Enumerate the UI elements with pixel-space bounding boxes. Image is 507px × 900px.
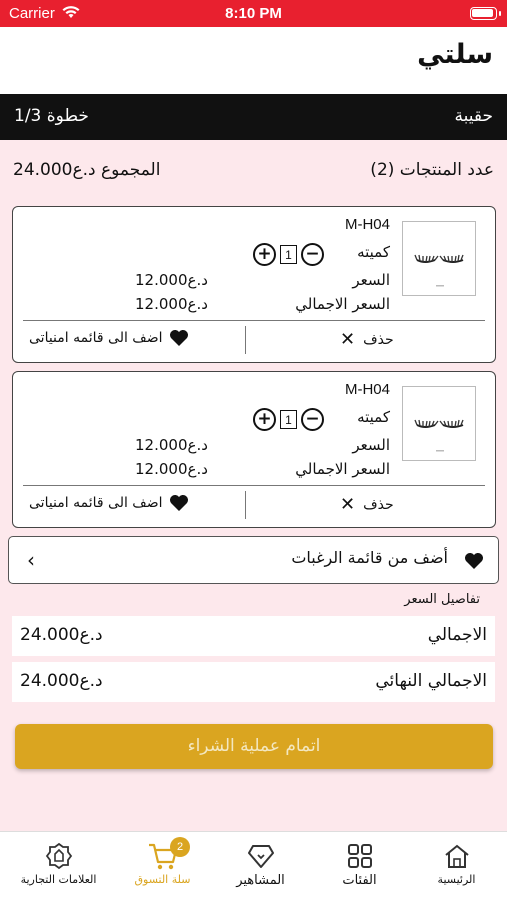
product-image[interactable] [402,386,476,461]
checkout-button[interactable]: اتمام عملية الشراء [15,724,493,769]
quantity-value: 1 [280,245,297,264]
final-total-value: د.ع24.000 [20,671,103,691]
divider-vertical [245,326,246,354]
price-label: السعر [352,271,390,289]
step-bag-label: حقيبة [454,106,493,126]
add-from-wishlist-label: أضف من قائمة الرغبات [291,548,448,567]
delete-button[interactable] [340,329,394,350]
plus-icon[interactable]: + [253,408,276,431]
checkout-step-bar [0,94,507,140]
tab-cart-label: سلة التسوق [134,873,191,886]
brand-badge-icon [8,840,109,872]
add-to-wishlist-button[interactable] [29,329,189,347]
heart-icon [169,494,189,512]
quantity-label: كمیته [357,408,390,426]
cart-item [12,206,496,363]
status-bar [0,0,507,27]
divider [23,485,485,486]
cart-summary [0,158,507,186]
tab-celebrities[interactable] [210,840,311,888]
minus-icon[interactable]: − [301,408,324,431]
tab-brands[interactable] [8,840,109,886]
divider-vertical [245,491,246,519]
home-icon [406,840,507,872]
cart-count-badge: 2 [170,837,190,857]
tab-celebrities-label: المشاهير [236,873,285,888]
plus-icon[interactable]: + [253,243,276,266]
cart-item [12,371,496,528]
clock: 8:10 PM [225,5,282,22]
chevron-left-icon: ‹ [27,548,35,572]
delete-button[interactable] [340,494,394,515]
tab-brands-label: العلامات التجارية [20,873,97,886]
delete-label: حذف [363,331,394,348]
tab-categories[interactable] [309,840,410,888]
add-from-wishlist-row[interactable] [8,536,499,584]
wishlist-label: اضف الى قائمه امنیاتی [29,330,163,346]
tab-bar [0,831,507,900]
product-sku: M-H04 [344,381,390,398]
battery-icon [470,7,497,20]
line-total-value: د.ع12.000 [135,295,208,313]
cart-total: المجموع د.ع24.000 [13,160,161,180]
price-value: د.ع12.000 [135,436,208,454]
tab-home[interactable] [406,840,507,886]
battery-tip [499,11,501,16]
quantity-stepper [253,408,324,431]
minus-icon[interactable]: − [301,243,324,266]
nav-header [0,27,507,94]
subtotal-label: الاجمالي [427,625,487,645]
price-details-title: تفاصيل السعر [404,592,480,607]
final-total-label: الاجمالي النهائي [375,671,487,691]
grid-icon [309,840,410,872]
tab-categories-label: الفئات [342,873,377,888]
quantity-stepper [253,243,324,266]
line-total-label: السعر الاجمالي [295,295,390,313]
quantity-value: 1 [280,410,297,429]
carrier-label: Carrier [9,5,55,22]
close-icon: ✕ [340,494,356,515]
subtotal-row [12,616,495,656]
price-label: السعر [352,436,390,454]
product-image[interactable] [402,221,476,296]
page-title: سلتي [417,39,493,70]
heart-icon [464,552,484,574]
divider [23,320,485,321]
line-total-value: د.ع12.000 [135,460,208,478]
subtotal-value: د.ع24.000 [20,625,103,645]
tab-home-label: الرئيسية [437,873,476,886]
delete-label: حذف [363,496,394,513]
price-value: د.ع12.000 [135,271,208,289]
cart-icon [112,840,213,872]
wishlist-label: اضف الى قائمه امنیاتی [29,495,163,511]
item-count: عدد المنتجات (2) [370,160,494,180]
close-icon: ✕ [340,329,356,350]
quantity-label: كمیته [357,243,390,261]
product-sku: M-H04 [344,216,390,233]
tab-cart[interactable] [112,840,213,886]
heart-icon [169,329,189,347]
step-indicator: خطوة 1/3 [14,106,89,126]
line-total-label: السعر الاجمالي [295,460,390,478]
add-to-wishlist-button[interactable] [29,494,189,512]
final-total-row [12,662,495,702]
diamond-icon [210,840,311,872]
